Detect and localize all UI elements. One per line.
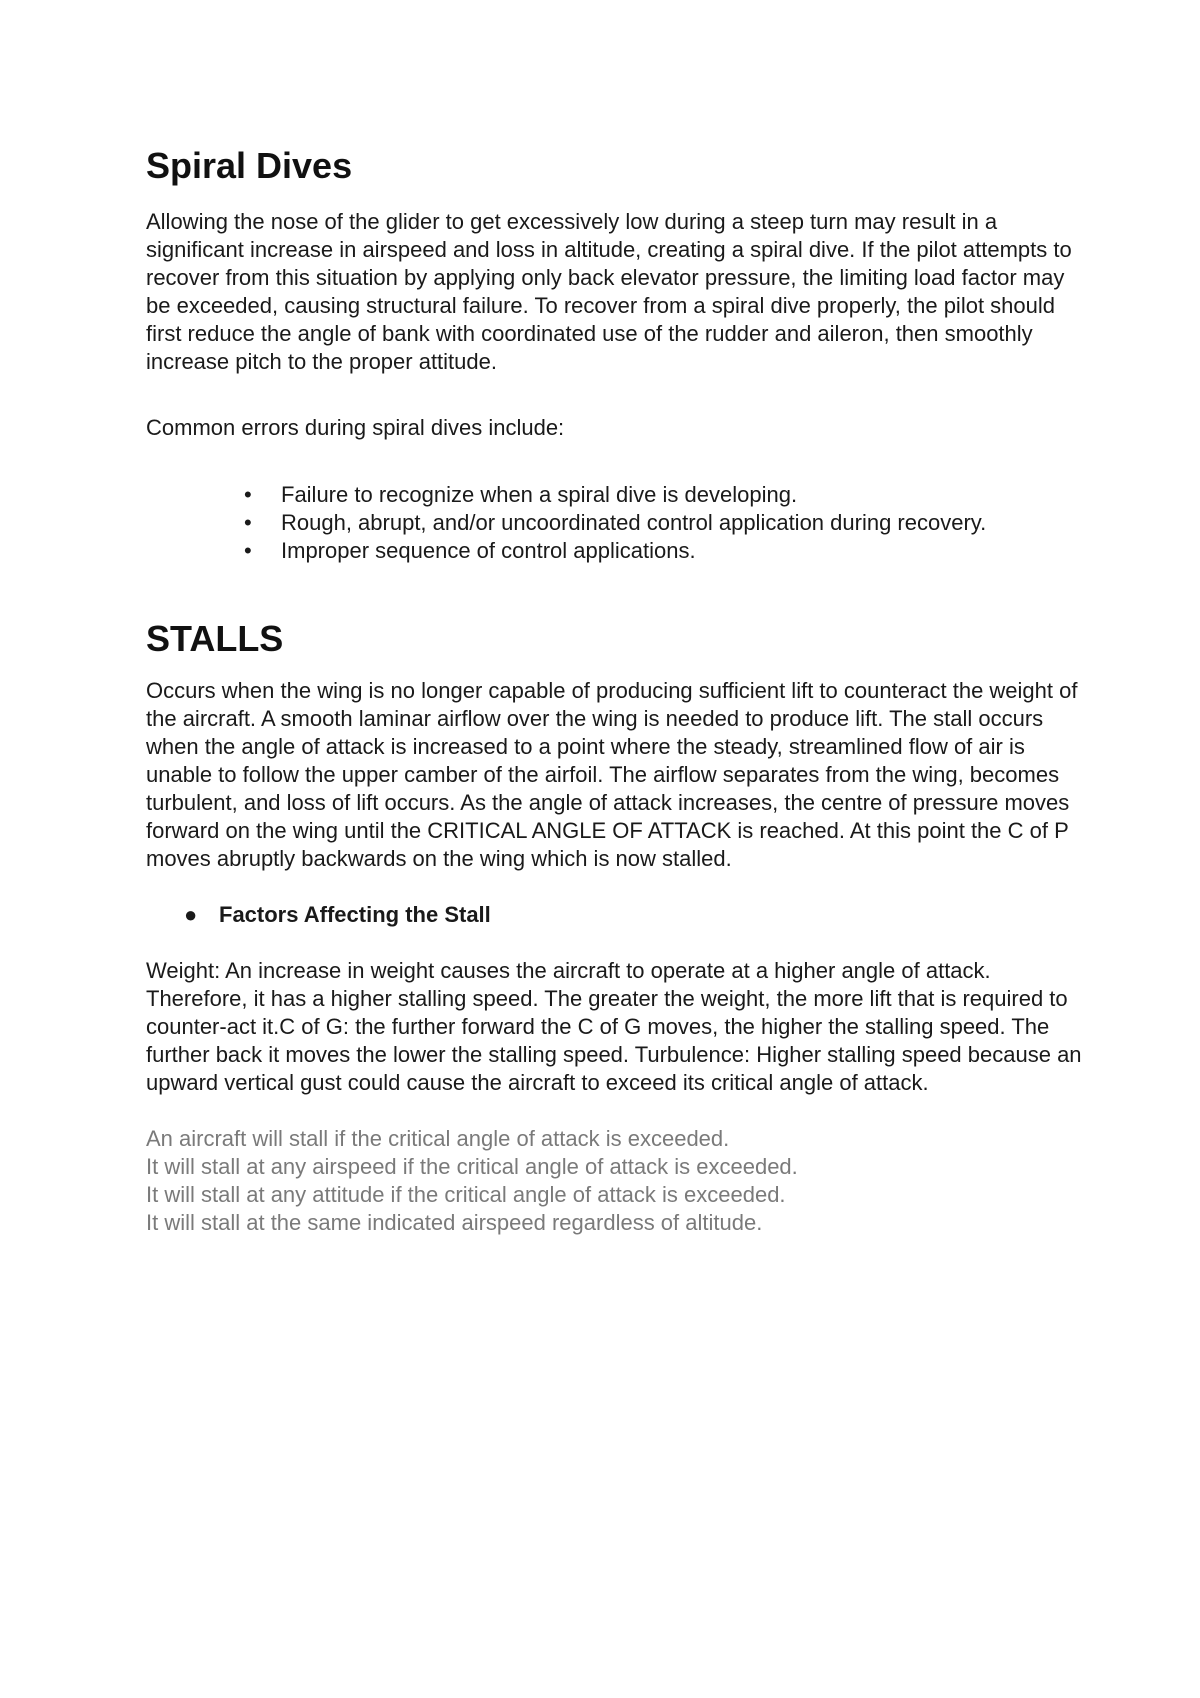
factors-heading: Factors Affecting the Stall [219, 902, 491, 927]
list-item-text: Failure to recognize when a spiral dive is developing. [281, 482, 798, 507]
bullet-icon: • [244, 510, 252, 535]
section-title-stalls: STALLS [146, 618, 284, 659]
common-errors-list [146, 481, 1086, 565]
list-item [146, 537, 1086, 565]
stall-note: It will stall at the same indicated airspeed regardless of altitude. [146, 1210, 763, 1235]
list-item-text: Rough, abrupt, and/or uncoordinated control application during recovery. [281, 510, 987, 535]
document-content [146, 142, 1086, 1237]
stall-note: It will stall at any attitude if the critical angle of attack is exceeded. [146, 1182, 786, 1207]
list-item [146, 481, 1086, 509]
bullet-icon: • [244, 482, 252, 507]
bullet-icon: ● [184, 902, 198, 927]
list-item-text: Improper sequence of control applications. [281, 538, 696, 563]
list-item [146, 509, 1086, 537]
spiral-dives-paragraph: Allowing the nose of the glider to get excessively low during a steep turn may result in a significant increase in airspeed and loss in altitude, creating a spiral dive. If the pilot attempts to recover from this situation by applying only back elevator pressure, the limiting load factor may be exceeded, causing structural failure. To recover from a spiral dive properly, the pilot should first reduce the angle of bank with coordinated use of the rudder and aileron, then smoothly increase pitch to the proper attitude. [146, 209, 1072, 374]
stall-note: It will stall at any airspeed if the critical angle of attack is exceeded. [146, 1154, 798, 1179]
factors-heading-item [146, 901, 1086, 929]
section-title-spiral-dives: Spiral Dives [146, 145, 353, 186]
common-errors-intro: Common errors during spiral dives include: [146, 415, 565, 440]
stall-notes [146, 1125, 1086, 1237]
stalls-paragraph: Occurs when the wing is no longer capable of producing sufficient lift to counteract the weight of the aircraft. A smooth laminar airflow over the wing is needed to produce lift. The stall occurs when the angle of attack is increased to a point where the steady, streamlined flow of air is unable to follow the upper camber of the airfoil. The airflow separates from the wing, becomes turbulent, and loss of lift occurs. As the angle of attack increases, the centre of pressure moves forward on the wing until the CRITICAL ANGLE OF ATTACK is reached. At this point the C of P moves abruptly backwards on the wing which is now stalled. [146, 678, 1078, 871]
stall-note: An aircraft will stall if the critical angle of attack is exceeded. [146, 1126, 730, 1151]
bullet-icon: • [244, 538, 252, 563]
factors-paragraph: Weight: An increase in weight causes the aircraft to operate at a higher angle of attack. Therefore, it has a higher stalling speed. The greater the weight, the more lift that is required to counter-act it.C of G: the further forward the C of G moves, the higher the stalling speed. The further back it moves the lower the stalling speed. Turbulence: Higher stalling speed because an upward vertical gust could cause the aircraft to exceed its critical angle of attack. [146, 958, 1082, 1095]
